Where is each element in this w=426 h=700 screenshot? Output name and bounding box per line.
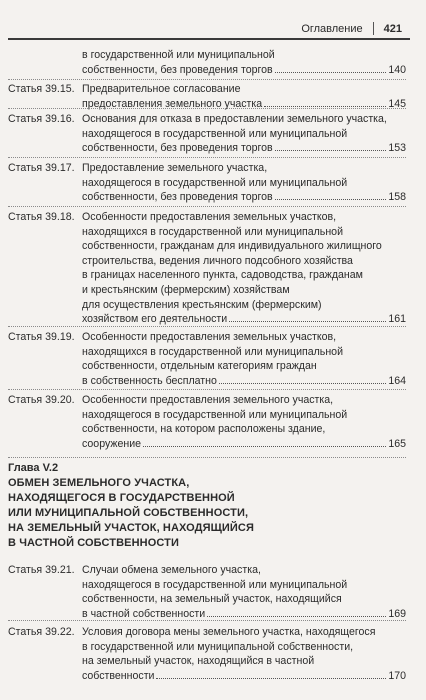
entry-last-line [82, 669, 406, 684]
entry-line: в собственность бесплатно [82, 374, 217, 387]
entry-text [82, 112, 406, 156]
header-divider [373, 22, 374, 35]
dot-leader [156, 678, 386, 679]
entry-text [82, 210, 406, 327]
entry-line: находящихся в государственной или муниципальной [82, 225, 343, 238]
entry-line: Основания для отказа в предоставлении земельного участка, [82, 113, 387, 125]
article-number: Статья 39.22. [8, 626, 75, 638]
entry-page-number: 164 [388, 374, 406, 387]
entry-line: Особенности предоставления земельного участка, [82, 394, 334, 406]
entry-line: собственности, на котором расположены здание, [82, 423, 326, 436]
toc-entry[interactable] [8, 393, 406, 451]
entry-last-line [82, 63, 406, 78]
entry-page-number: 170 [388, 669, 406, 682]
entry-line: находящегося в государственной или муниципальной [82, 408, 348, 421]
entry-line: в государственной или муниципальной [82, 49, 275, 61]
entry-page-number: 169 [388, 607, 406, 620]
entry-line: на земельный участок, находящийся в частной [82, 655, 315, 668]
article-number: Статья 39.20. [8, 394, 75, 406]
page-header [301, 22, 402, 35]
dot-leader [275, 150, 387, 151]
dot-leader [207, 616, 386, 617]
entry-line: Предоставление земельного участка, [82, 162, 268, 174]
dot-leader [264, 106, 386, 107]
entry-line: собственности, без проведения торгов [82, 63, 273, 76]
header-rule [8, 38, 410, 40]
dot-leader [275, 72, 387, 73]
chapter-title-line: НАХОДЯЩЕГОСЯ В ГОСУДАРСТВЕННОЙ [8, 492, 235, 504]
entry-separator [8, 457, 406, 459]
chapter-title-line: НА ЗЕМЕЛЬНЫЙ УЧАСТОК, НАХОДЯЩИЙСЯ [8, 522, 254, 534]
entry-line: и крестьянским (фермерским) хозяйствам [82, 283, 290, 296]
entry-separator [8, 157, 406, 159]
entry-line: находящихся в государственной или муниципальной [82, 345, 343, 358]
entry-line: в частной собственности [82, 607, 206, 620]
entry-page-number: 140 [388, 63, 406, 76]
entry-line: Предварительное согласование [82, 83, 241, 95]
entry-text [82, 330, 406, 388]
entry-page-number: 165 [388, 437, 406, 450]
entry-line: Особенности предоставления земельных участков, [82, 211, 337, 223]
chapter-heading [8, 461, 406, 551]
entry-last-line [82, 312, 406, 327]
entry-text [82, 48, 406, 77]
entry-line: Условия договора мены земельного участка, находящегося [82, 626, 376, 638]
entry-text [82, 393, 406, 451]
entry-line: строительства, ведения личного подсобного хозяйства [82, 254, 353, 267]
entry-line: собственности [82, 669, 155, 682]
entry-text [82, 563, 406, 621]
entry-page-number: 161 [388, 313, 406, 326]
entry-separator [8, 389, 406, 391]
entry-separator [8, 108, 406, 110]
entry-last-line [82, 437, 406, 452]
entry-line: в государственной или муниципальной собственности, [82, 640, 354, 653]
entry-line: для осуществления крестьянским (фермерским) [82, 298, 322, 311]
toc-entry[interactable] [8, 161, 406, 205]
entry-page-number: 145 [388, 97, 406, 110]
toc-entry[interactable] [8, 625, 406, 683]
entry-page-number: 153 [388, 142, 406, 155]
entry-separator [8, 326, 406, 328]
entry-page-number: 158 [388, 191, 406, 204]
article-number: Статья 39.17. [8, 162, 75, 174]
page-number: 421 [383, 22, 402, 35]
chapter-title [8, 476, 406, 551]
entry-line: в границах населенного пункта, садоводства, гражданам [82, 269, 363, 282]
entry-line: сооружение [82, 437, 142, 450]
toc-entry[interactable] [8, 210, 406, 327]
dot-leader [229, 321, 386, 322]
entry-text [82, 161, 406, 205]
toc-entry[interactable] [8, 112, 406, 156]
toc-entry[interactable] [8, 330, 406, 388]
article-number: Статья 39.19. [8, 331, 75, 343]
toc-entry[interactable] [8, 48, 406, 77]
article-number: Статья 39.21. [8, 564, 75, 576]
article-number: Статья 39.18. [8, 211, 75, 223]
entry-text [82, 82, 406, 111]
entry-line: собственности, без проведения торгов [82, 191, 273, 204]
article-number: Статья 39.16. [8, 113, 75, 125]
entry-last-line [82, 141, 406, 156]
entry-line: собственности, отдельным категориям граждан [82, 360, 317, 373]
entry-last-line [82, 190, 406, 205]
entry-line: Случаи обмена земельного участка, [82, 564, 261, 576]
dot-leader [275, 199, 387, 200]
entry-line: собственности, без проведения торгов [82, 142, 273, 155]
entry-separator [8, 206, 406, 208]
entry-text [82, 625, 406, 683]
entry-line: находящегося в государственной или муниципальной [82, 176, 348, 189]
entry-line: находящегося в государственной или муниципальной [82, 127, 348, 140]
section-title: Оглавление [301, 22, 363, 35]
entry-line: Особенности предоставления земельных участков, [82, 331, 337, 343]
chapter-title-line: В ЧАСТНОЙ СОБСТВЕННОСТИ [8, 537, 179, 549]
entry-line: хозяйством его деятельности [82, 313, 228, 326]
entry-line: собственности, гражданам для индивидуального жилищного [82, 240, 382, 253]
entry-separator [8, 79, 406, 81]
chapter-title-line: ОБМЕН ЗЕМЕЛЬНОГО УЧАСТКА, [8, 477, 190, 489]
entry-separator [8, 620, 406, 622]
entry-line: находящегося в государственной или муниципальной [82, 578, 348, 591]
entry-last-line [82, 374, 406, 389]
entry-line: собственности, на земельный участок, находящийся [82, 593, 342, 606]
dot-leader [143, 446, 386, 447]
article-number: Статья 39.15. [8, 83, 75, 95]
toc-entry[interactable] [8, 563, 406, 621]
toc-entry[interactable] [8, 82, 406, 111]
entry-line: предоставления земельного участка [82, 97, 263, 110]
chapter-label: Глава V.2 [8, 462, 59, 474]
chapter-title-line: ИЛИ МУНИЦИПАЛЬНОЙ СОБСТВЕННОСТИ, [8, 507, 249, 519]
dot-leader [219, 383, 386, 384]
